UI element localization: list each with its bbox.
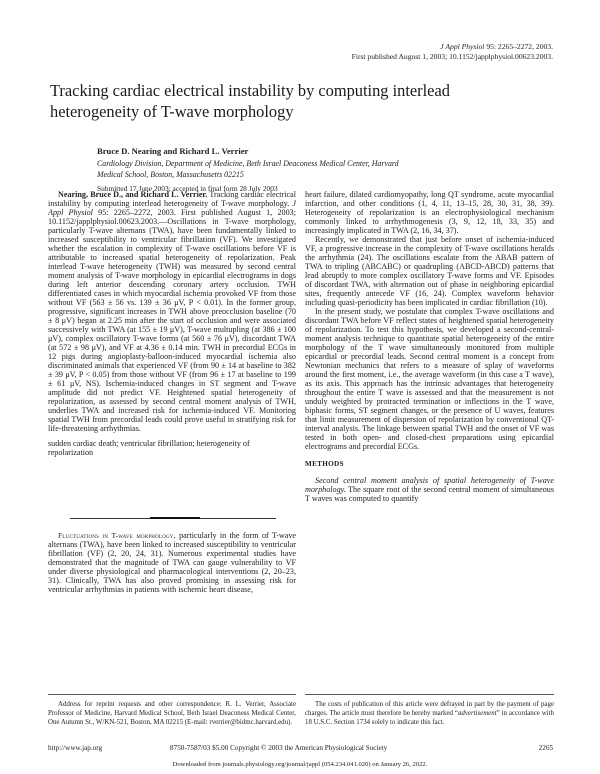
authors: Bruce D. Nearing and Richard L. Verrier [97, 146, 249, 156]
methods-text: The square root of the second central moment of simultaneous T waves was computed to quantify [305, 484, 554, 503]
journal-citation [440, 42, 553, 52]
methods-heading: METHODS [305, 459, 344, 468]
costs-text-a: The costs of publication of this article were defrayed in part by the payment of page charges. The article must therefore be hereby marked “ [305, 701, 554, 718]
costs-footnote [305, 700, 554, 728]
intro-left [48, 531, 296, 594]
abstract-text: 95: 2265–2272, 2003. First published August 1, 2003; 10.1152/japplphysiol.00623.2003.—Oscillations in T-wave morphology, particularly T-wave alternans (TWA), have been fundamentally linked to increased susceptibility to ventricular fibrillation (VF). We investigated whether the escalation in complexity of T-wave oscillations before VF is attributable to increased spatial heterogeneity of repolarization. Peak interlead T-wave heterogeneity (TWH) was measured by second central moment analysis of T-wave morphology in epicardial electrograms in dogs during left anterior descending coronary artery occlusion. TWH differentiated cases in which myocardial ischemia provoked VF from those without VF (563 ± 56 vs. 139 ± 36 μV, P < 0.01). In the former group, progressive, significant increases in TWH above preocclusion baseline (70 ± 8 μV) began at 2.25 min after the start of occlusion and were associated successively with TWA (at 155 ± 19 μV), T-wave multupling (at 386 ± 100 μV), complex oscillatory T-wave forms (at 560 ± 76 μV), discordant TWA (at 572 ± 98 μV), and VF at 4.36 ± 0.14 min. TWH in precordial ECGs in 12 pigs during angioplasty-balloon-induced myocardial ischemia also discriminated animals that experienced VF (from 90 ± 14 at baseline to 382 ± 39 μV, P < 0.05) from those without VF (from 96 ± 17 at baseline to 199 ± 61 μV, NS). Ischemia-induced changes in ST segment and T-wave amplitude did not predict VF. Heightened spatial heterogeneity of repolarization, as assessed by second central moment analysis of TWH, underlies TWA and increased risk for ischemia-induced VF. Monitoring spatial TWH from precordial leads could prove useful in stratifying risk for life-threatening arrhythmias. [48, 207, 296, 433]
costs-emphasis: advertisement [457, 710, 497, 718]
copyright: 8750-7587/03 $5.00 Copyright © 2003 the American Physiological Society [170, 744, 388, 752]
costs-text-b: ” in accordance with 18 U.S.C. Section 1734 solely to indicate this fact. [305, 710, 554, 727]
methods-subheading: Second central moment analysis of spatial heterogeneity of T-wave morphology. [305, 475, 554, 494]
abstract-cite-title: Tracking cardiac electrical instability by computing interlead heterogeneity of T-wave morphology. [48, 190, 296, 208]
abstract [48, 190, 296, 457]
page-number: 2265 [538, 744, 553, 752]
submission-dates: Submitted 17 June 2003; accepted in final form 28 July 2003 [97, 184, 278, 193]
download-notice: Downloaded from journals.physiology.org/journal/jappl (054.234.041.020) on January 26, 2022. [172, 761, 428, 768]
correspondence-text: Address for reprint requests and other correspondence: R. L. Verrier, Associate Professor of Medicine, Harvard Medical School, Beth Israel Deaconess Medical Center, One Autumn St., W/KN-521, Boston, MA 02215 (E-mail: rverrier@bidmc.harvard.edu). [48, 701, 296, 727]
affiliation: Cardiology Division, Department of Medicine, Beth Israel Deaconess Medical Center, Harvard Medical School, Boston, Massachusetts 02215 [97, 159, 399, 179]
intro-lead-in: Fluctuations in T-wave morphology, [58, 531, 176, 540]
article-title: Tracking cardiac electrical instability by computing interlead heterogeneity of T-wave morphology [50, 81, 450, 121]
intro-p1-cont: heart failure, dilated cardiomyopathy, long QT syndrome, acute myocardial infarction, and other conditions (1, 4, 11, 13–15, 28, 30, 31, 38, 39). Heterogeneity of repolarization is an electrophysiological mechanism commonly linked to arrhythmogenesis (3, 9, 12, 18, 33, 35) and increasingly implicated in TWA (2, 16, 34, 37). [305, 190, 554, 235]
intro-p2: Recently, we demonstrated that just before onset of ischemia-induced VF, a progressive increase in the complexity of T-wave oscillations heralds the arrhythmia (24). The oscillations escalate from the ABAB pattern of TWA to tripling (ABCABC) or quadrupling (ABCD-ABCD) patterns that lead abruptly to more complex oscillatory T-wave forms and VF. Episodes of discordant TWA, with alternation out of phase in neighboring epicardial sites, frequently antecede VF (16, 24). Complex waveform behavior including quasi-periodicity has been implicated in cardiac fibrillation (10). [305, 234, 554, 307]
journal-name: J Appl Physiol [440, 42, 485, 51]
keywords: sudden cardiac death; ventricular fibrillation; heterogeneity of repolarization [48, 438, 250, 457]
intro-p3: In the present study, we postulate that complex T-wave oscillations and discordant TWA before VF reflect states of heightened spatial heterogeneity of repolarization. To test this hypothesis, we developed a second-central-moment analysis technique to quantitate spatial heterogeneity of the entire morphology of the T wave simultaneously monitored from multiple epicardial or precordial leads. Second central moment is a concept from Newtonian mechanics that refers to a measure of splay of waveforms around the first moment, i.e., the average waveform (in this case a T wave), as its axis. This approach has the intrinsic advantages that heterogeneity throughout the entire T wave is assessed and that the measurement is not unduly weighted by protracted termination or inflections in the T wave, biphasic forms, ST segment changes, or the presence of U waves, features that limit measurement of dispersion of repolarization by conventional QT-interval analysis. The linkage between spatial TWH and the onset of VF was tested in both open- and closed-chest preparations using epicardial electrograms and precordial ECGs. [305, 306, 554, 451]
first-published: First published August 1, 2003; 10.1152/japplphysiol.00623.2003. [351, 52, 553, 61]
footnote-rule-left [48, 694, 296, 695]
abstract-cite-journal: J Appl Physiol [48, 198, 296, 217]
footnote-rule-right [305, 694, 554, 695]
citation-volume: 95: 2265–2272, 2003. [486, 42, 553, 51]
section-divider-center [150, 517, 200, 519]
intro-p1: particularly in the form of T-wave alternans (TWA), have been linked to increased susceptibility to ventricular fibrillation (VF) (2, 20, 24, 31). Numerous experimental studies have demonstrated that the magnitude of TWA can gauge vulnerability to VF under diverse physiological and pharmacological interventions (2, 20–23, 31). Clinically, TWA has also proved promising in assessing risk for ventricular arrhythmias in patients with ischemic heart disease, [48, 531, 296, 594]
abstract-lead: Nearing, Bruce D., and Richard L. Verrier. [58, 190, 208, 199]
correspondence-footnote [48, 700, 296, 728]
journal-url[interactable]: http://www.jap.org [48, 744, 103, 752]
intro-right [305, 190, 554, 502]
